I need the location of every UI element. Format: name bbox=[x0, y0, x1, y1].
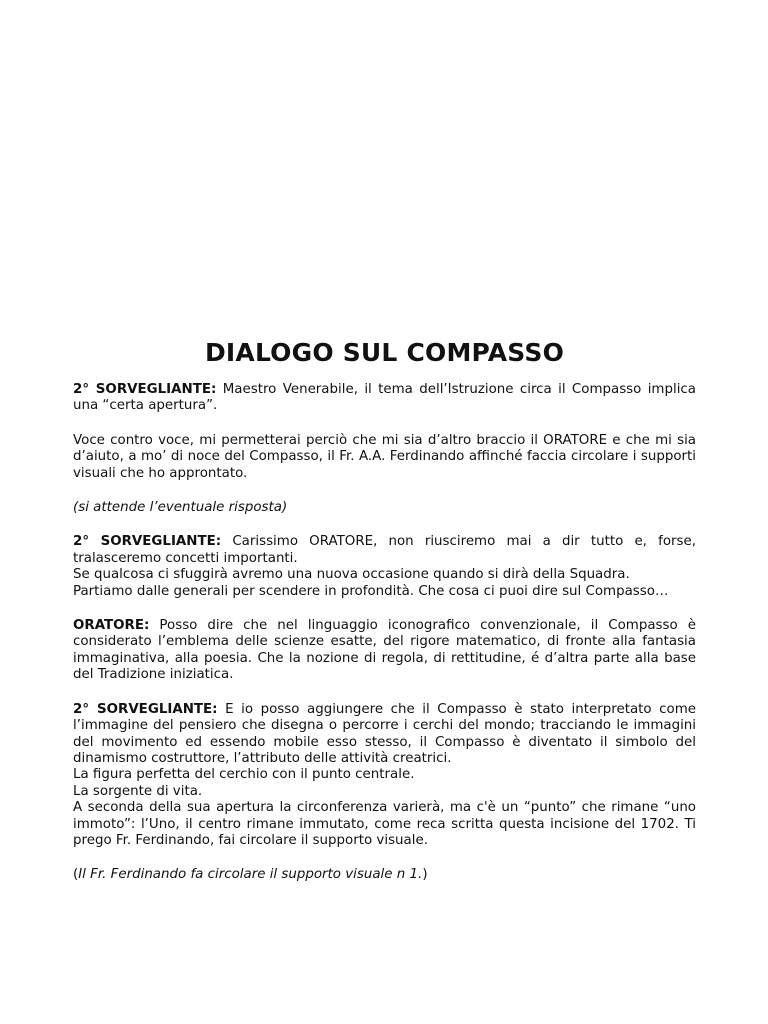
paragraph-text: Voce contro voce, mi permetterai perciò che mi sia d’altro braccio il ORATORE e che mi sia d’aiuto, a mo’ di noce del Compasso, il Fr. A.A. Ferdinando affinché faccia circolare i supporti visuali che ho approntato. bbox=[73, 432, 696, 481]
paragraph-first-block bbox=[73, 702, 696, 768]
paragraph-5 bbox=[73, 618, 696, 684]
speaker-label: ORATORE: bbox=[73, 618, 150, 634]
paragraph-2 bbox=[73, 433, 696, 482]
speaker-label: 2° SORVEGLIANTE: bbox=[73, 701, 218, 717]
paragraph-text: Il Fr. Ferdinando fa circolare il supporto visuale n 1. bbox=[78, 867, 423, 883]
paragraph-line: Partiamo dalle generali per scendere in profondità. Che cosa ci puoi dire sul Compasso… bbox=[73, 583, 669, 599]
paragraph-4 bbox=[73, 534, 696, 600]
paragraph-line: Se qualcosa ci sfuggirà avremo una nuova occasione quando si dirà della Squadra. bbox=[73, 567, 630, 583]
paren-open: ( bbox=[73, 867, 79, 883]
paragraph-line: La sorgente di vita. bbox=[73, 783, 203, 799]
paragraph-first-block bbox=[73, 534, 696, 567]
paren-close: ) bbox=[422, 867, 428, 883]
paragraph-6 bbox=[73, 702, 696, 850]
document-page bbox=[73, 338, 696, 902]
paragraph-line: A seconda della sua apertura la circonferenza varierà, ma c'è un “punto” che rimane “uno immoto”: l’Uno, il centro rimane immutato, come reca scritta questa incisione del 1702. Ti prego Fr. Ferdinando, fai circolare il supporto visuale. bbox=[73, 800, 696, 848]
speaker-label: 2° SORVEGLIANTE: bbox=[73, 382, 217, 397]
paragraph-text: (si attende l’eventuale risposta) bbox=[73, 500, 288, 516]
stage-direction-2 bbox=[73, 867, 696, 883]
speaker-label: 2° SORVEGLIANTE: bbox=[73, 534, 222, 550]
stage-direction-1 bbox=[73, 500, 696, 516]
paragraph-text: Carissimo ORATORE, non riusciremo mai a dir tutto e, forse, tralasceremo concetti importanti. bbox=[73, 534, 696, 566]
paragraph-text: E io posso aggiungere che il Compasso è stato interpretato come l’immagine del pensiero che disegna o percorre i cerchi del mondo; tracciando le immagini del movimento ed essendo mobile esso stesso, il Compasso è diventato il simbolo del dinamismo costruttore, l’attributo delle attività creatrici. bbox=[73, 701, 696, 766]
paragraph-text: Maestro Venerabile, il tema dell’Istruzione circa il Compasso implica una “certa apertura”. bbox=[73, 382, 696, 414]
page-title: DIALOGO SUL COMPASSO bbox=[204, 338, 565, 367]
paragraph-text: Posso dire che nel linguaggio iconografico convenzionale, il Compasso è considerato l’emblema delle scienze esatte, del rigore matematico, di fronte alla fantasia immaginativa, alla poesia. Che la nozione di regola, di rettitudine, é d’altra parte alla base del Tradizione iniziatica. bbox=[73, 618, 696, 683]
paragraph-1 bbox=[73, 382, 696, 415]
paragraph-line: La figura perfetta del cerchio con il punto centrale. bbox=[73, 767, 415, 783]
